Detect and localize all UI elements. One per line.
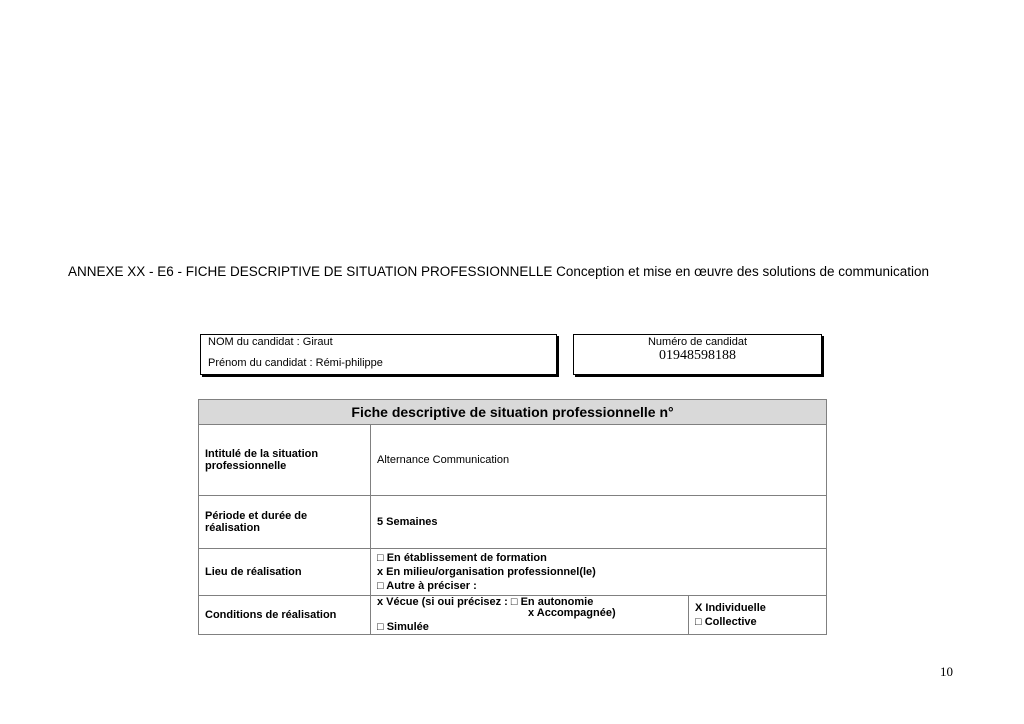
- candidate-prenom: Prénom du candidat : Rémi-philippe: [208, 357, 383, 369]
- table-row: [199, 596, 827, 635]
- lieu-option: x En milieu/organisation professionnel(le): [377, 566, 596, 578]
- fiche-table: [198, 399, 827, 635]
- candidate-nom: NOM du candidat : Giraut: [208, 336, 333, 348]
- candidate-name-box: [200, 334, 557, 375]
- candidate-number-label: Numéro de candidat: [647, 336, 748, 348]
- candidate-number-value: 01948598188: [659, 348, 736, 363]
- row-label: Conditions de réalisation: [199, 596, 371, 635]
- table-row: [199, 549, 827, 596]
- table-row: [199, 496, 827, 549]
- candidate-number-box: [573, 334, 822, 375]
- row-label: Intitulé de la situation professionnelle: [199, 425, 371, 496]
- row-value: 5 Semaines: [371, 496, 827, 549]
- mode-collective: □ Collective: [695, 616, 757, 628]
- mode-individuelle: X Individuelle: [695, 602, 766, 614]
- lieu-option: □ Autre à préciser :: [377, 580, 477, 592]
- table-row: [199, 425, 827, 496]
- page-heading: ANNEXE XX - E6 - FICHE DESCRIPTIVE DE SITUATION PROFESSIONNELLE Conception et mise en œuvre des solutions de communication: [68, 264, 930, 279]
- condition-simulee: □ Simulée: [377, 621, 429, 633]
- lieu-option: □ En établissement de formation: [377, 552, 547, 564]
- fiche-title: Fiche descriptive de situation professionnelle n°: [199, 400, 827, 425]
- fiche-title-row: [199, 400, 827, 425]
- row-label: Lieu de réalisation: [199, 549, 371, 596]
- condition-accompagnee: x Accompagnée): [528, 607, 616, 619]
- row-label: Période et durée de réalisation: [199, 496, 371, 549]
- conditions-cell: [371, 596, 689, 635]
- row-value: Alternance Communication: [371, 425, 827, 496]
- lieu-options: [371, 549, 827, 596]
- page-number: 10: [940, 664, 953, 679]
- condition-vecue: x Vécue (si oui précisez : □ En autonomie: [377, 596, 594, 608]
- mode-cell: [689, 596, 827, 635]
